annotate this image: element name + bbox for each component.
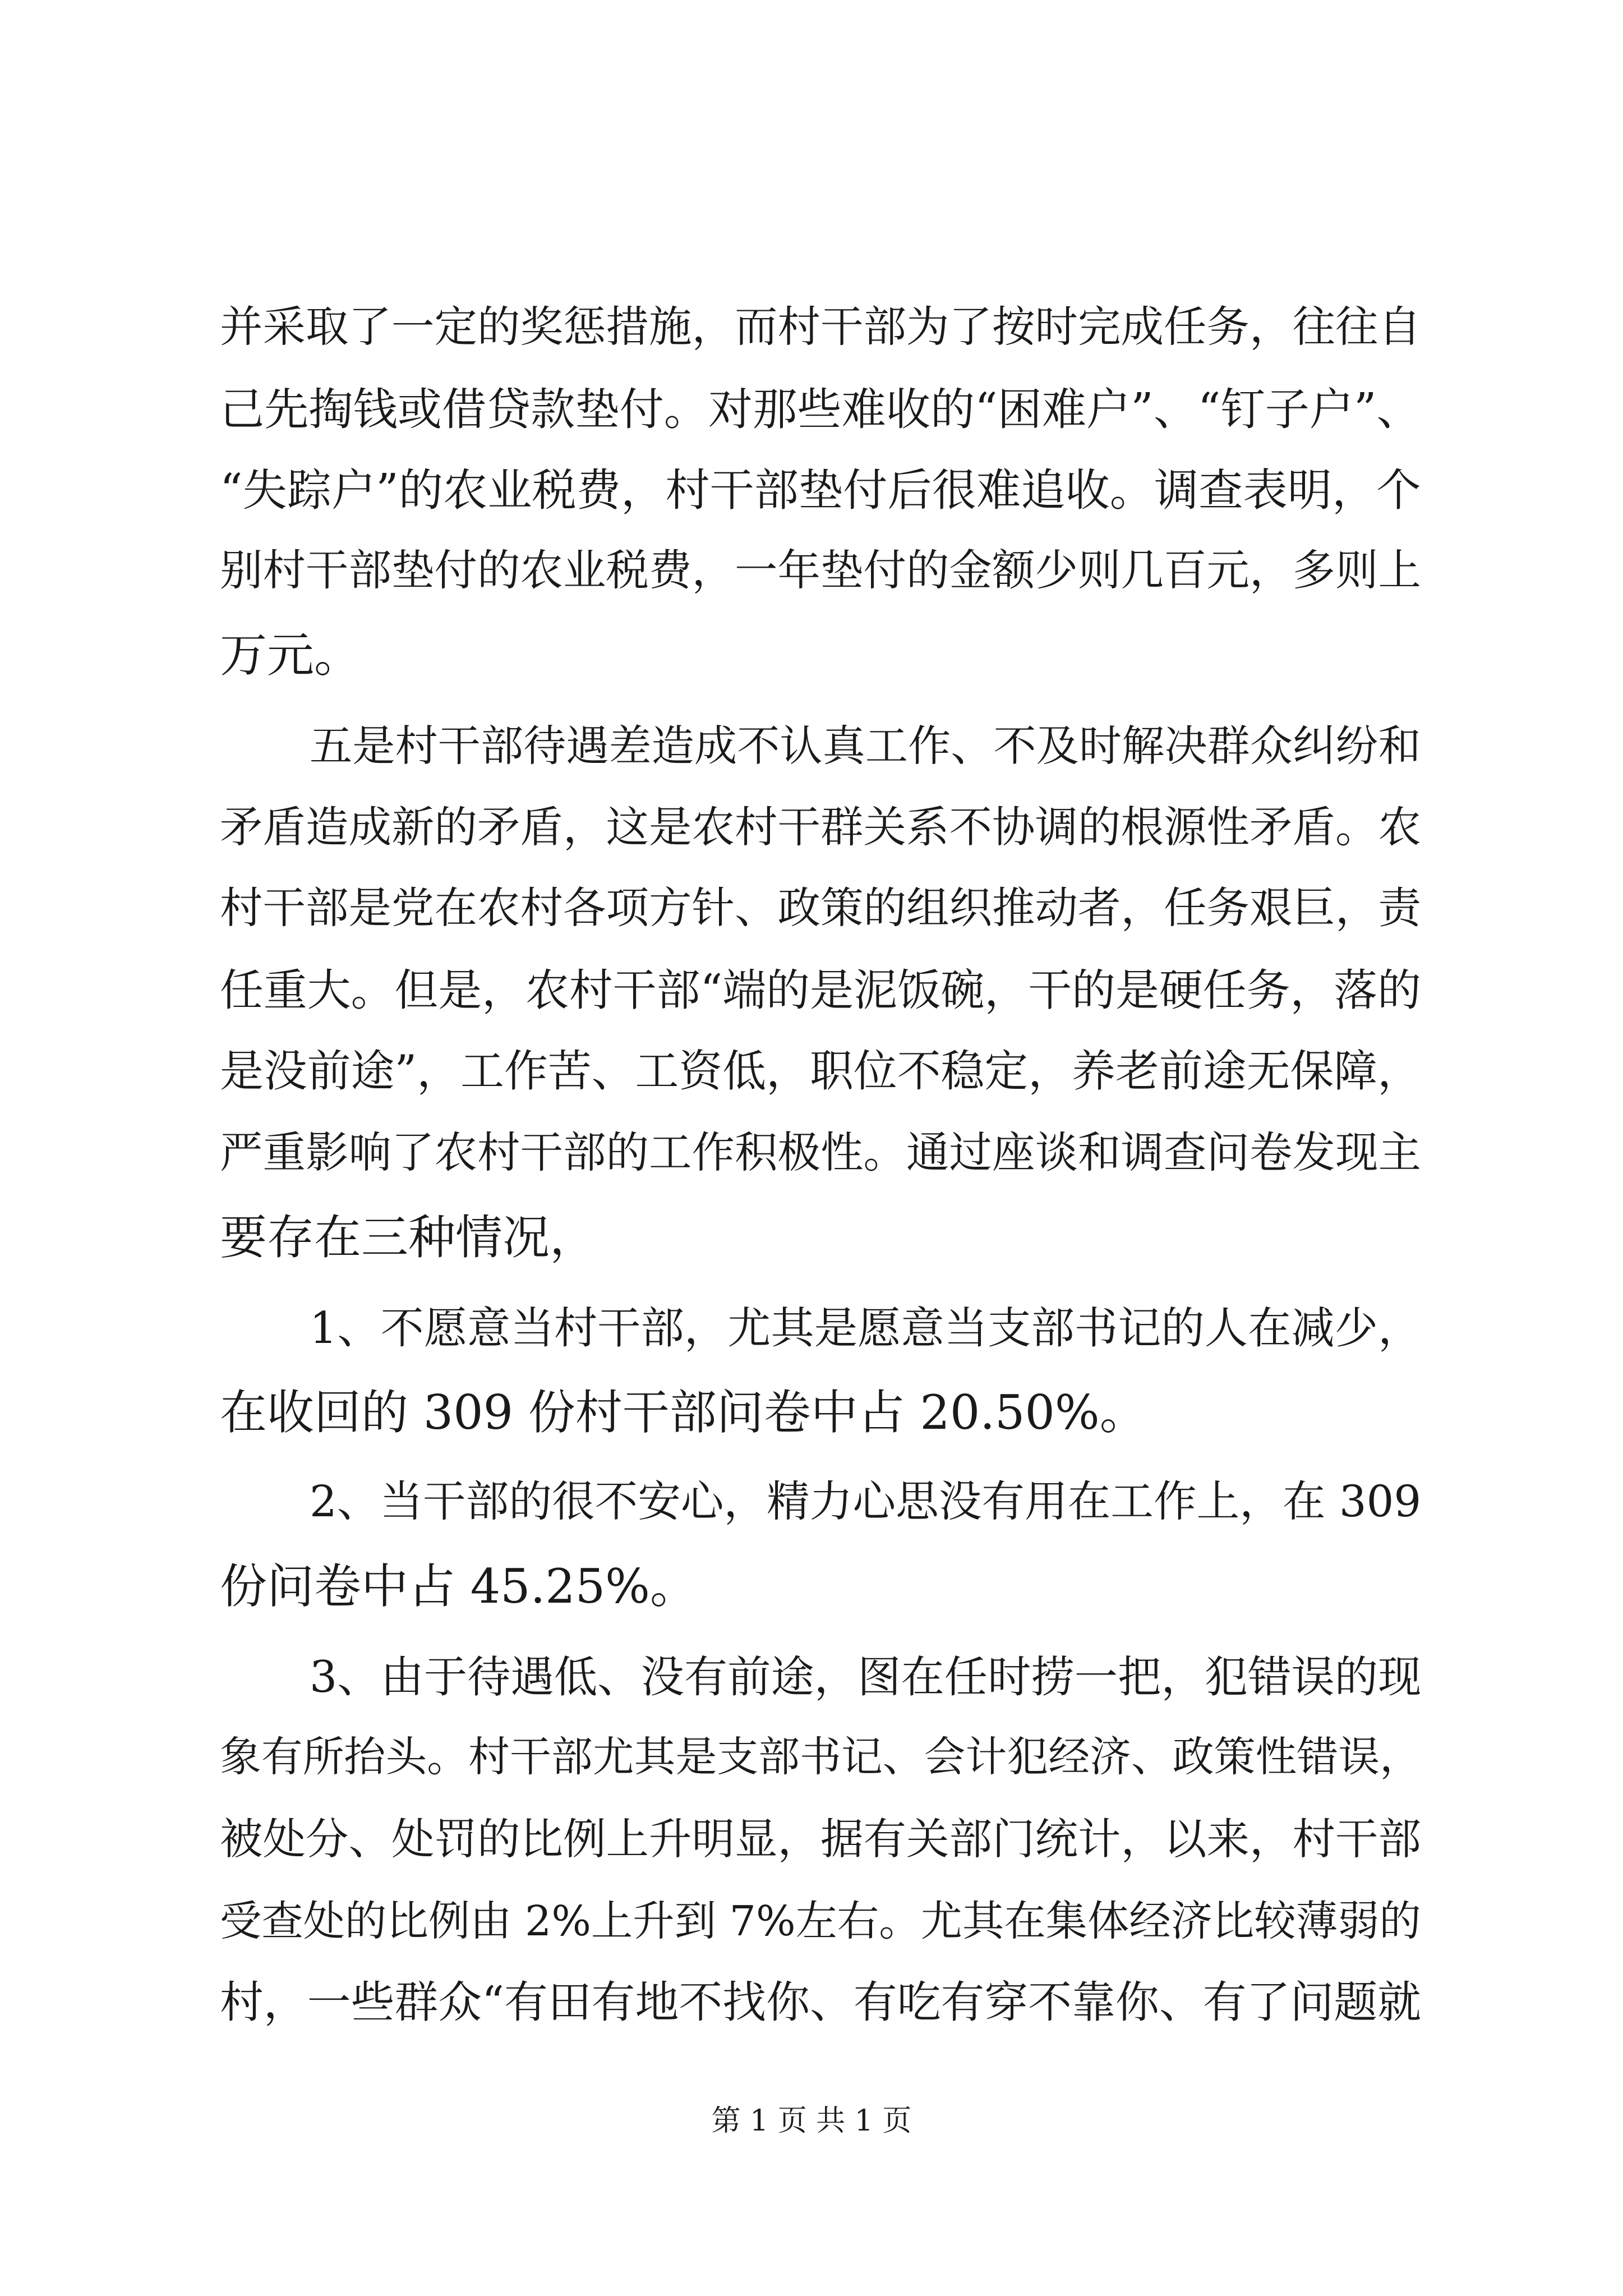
text-line: 要存在三种情况， bbox=[220, 1210, 597, 1265]
list-item-first-line: 3、由于待遇低、没有前途，图在任时捞一把，犯错误的现 bbox=[310, 1652, 1422, 1703]
text-line: 象有所抬头。村干部尤其是支部书记、会计犯经济、政策性错误， bbox=[220, 1733, 1421, 1781]
list-item-first-line: 1、不愿意当村干部，尤其是愿意当支部书记的人在减少， bbox=[310, 1303, 1422, 1354]
page-number-footer: 第 1 页 共 1 页 bbox=[711, 2104, 912, 2138]
text-line: 是没前途”，工作苦、工资低，职位不稳定，养老前途无保障， bbox=[220, 1046, 1422, 1097]
text-line: 在收回的 309 份村干部问卷中占 20.50%。 bbox=[220, 1385, 1147, 1440]
text-line: 任重大。但是，农村干部“端的是泥饭碗，干的是硬任务，落的 bbox=[220, 965, 1422, 1016]
text-line: “失踪户”的农业税费，村干部垫付后很难追收。调查表明，个 bbox=[220, 464, 1421, 516]
text-line: 受查处的比例由 2%上升到 7%左右。尤其在集体经济比较薄弱的 bbox=[220, 1897, 1421, 1945]
list-item-first-line: 2、当干部的很不安心，精力心思没有用在工作上，在 309 bbox=[310, 1477, 1422, 1527]
text-line: 被处分、处罚的比例上升明显，据有关部门统计，以来，村干部 bbox=[220, 1815, 1421, 1865]
text-line: 己先掏钱或借贷款垫付。对那些难收的“困难户”、“钉子户”、 bbox=[220, 383, 1421, 435]
text-line: 严重影响了农村干部的工作积极性。通过座谈和调查问卷发现主 bbox=[220, 1128, 1421, 1178]
paragraph-first-line: 五是村干部待遇差造成不认真工作、不及时解决群众纠纷和 bbox=[310, 721, 1421, 771]
text-line: 并采取了一定的奖惩措施，而村干部为了按时完成任务，往往自 bbox=[220, 302, 1421, 352]
text-line: 份问卷中占 45.25%。 bbox=[220, 1559, 697, 1614]
text-line: 万元。 bbox=[220, 628, 362, 683]
text-line: 村，一些群众“有田有地不找你、有吃有穿不靠你、有了问题就 bbox=[220, 1977, 1422, 2028]
text-line: 村干部是党在农村各项方针、政策的组织推动者，任务艰巨，责 bbox=[220, 884, 1421, 933]
text-line: 别村干部垫付的农业税费，一年垫付的金额少则几百元，多则上 bbox=[220, 546, 1421, 596]
text-line: 矛盾造成新的矛盾，这是农村干群关系不协调的根源性矛盾。农 bbox=[220, 803, 1421, 853]
